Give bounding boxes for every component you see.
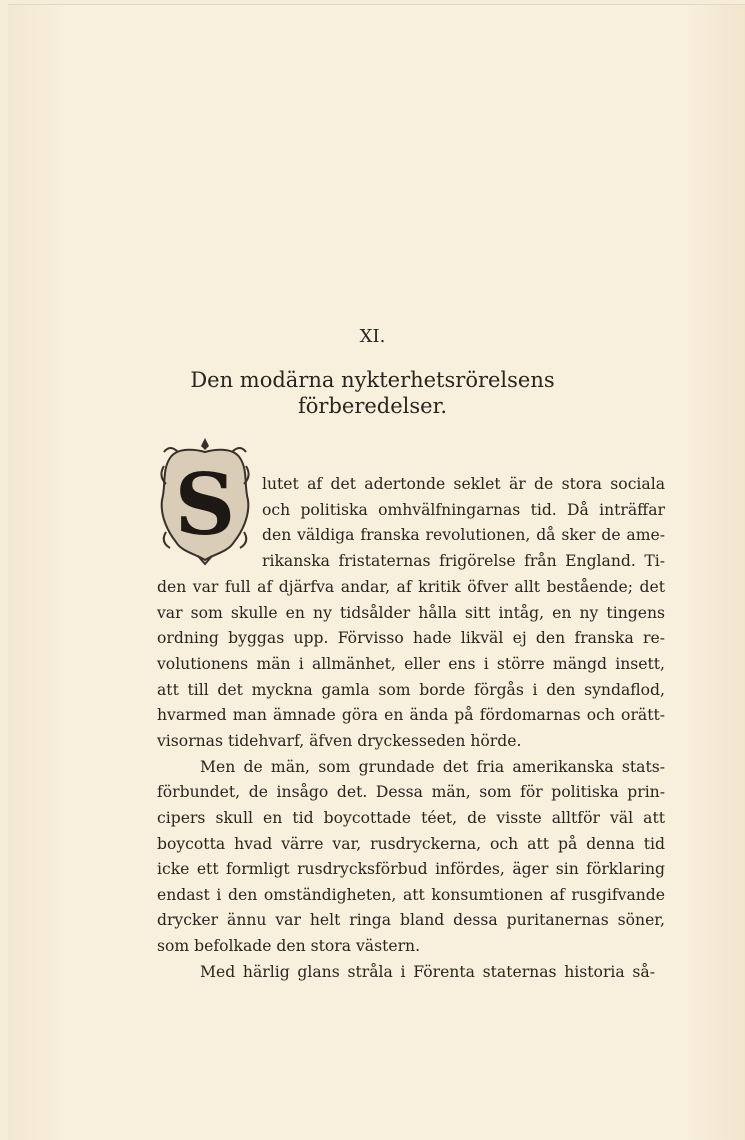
text-line: Med härlig glans stråla i Förenta staternas historia så- bbox=[200, 963, 655, 981]
text-line: hvarmed man ämnade göra en ända på fördomarnas och orätt- bbox=[157, 706, 665, 724]
text-line: volutionens män i allmänhet, eller ens i större mängd insett, bbox=[157, 655, 665, 673]
text-line: endast i den omständigheten, att konsumtionen af rusgifvande bbox=[157, 886, 665, 904]
text-line: rikanska fristaternas frigörelse från England. Ti- bbox=[262, 552, 665, 570]
text-line: förbundet, de insågo det. Dessa män, som för politiska prin- bbox=[157, 783, 665, 801]
text-line: ordning byggas upp. Förvisso hade likväl ej den franska re- bbox=[157, 629, 665, 647]
title-line: Den modärna nykterhetsrörelsens bbox=[190, 368, 555, 392]
text-line: visornas tidehvarf, äfven dryckesseden hörde. bbox=[157, 732, 522, 750]
text-line: och politiska omhvälfningarnas tid. Då inträffar bbox=[262, 501, 665, 519]
text-line: Men de män, som grundade det fria amerikanska stats- bbox=[200, 758, 665, 776]
chapter-number: XI. bbox=[359, 326, 386, 347]
text-line: icke ett formligt rusdrycksförbud infördes, äger sin förklaring bbox=[157, 860, 665, 878]
text-line: den väldiga franska revolutionen, då sker de ame- bbox=[262, 526, 665, 544]
title-line: förberedelser. bbox=[298, 394, 447, 418]
chapter-title bbox=[0, 367, 745, 419]
ornamental-drop-cap-s bbox=[158, 436, 252, 566]
text-line: att till det myckna gamla som borde förgås i den syndaflod, bbox=[157, 681, 665, 699]
text-line: som befolkade den stora västern. bbox=[157, 937, 421, 955]
drop-cap-letter: S bbox=[174, 455, 236, 554]
text-line: cipers skull en tid boycottade téet, de visste alltför väl att bbox=[157, 809, 665, 827]
text-line: drycker ännu var helt ringa bland dessa puritanernas söner, bbox=[157, 911, 665, 929]
text-line: den var full af djärfva andar, af kritik öfver allt bestående; det bbox=[157, 578, 665, 596]
text-line: var som skulle en ny tidsålder hålla sitt intåg, en ny tingens bbox=[157, 604, 665, 622]
text-line: boycotta hvad värre var, rusdryckerna, och att på denna tid bbox=[157, 835, 665, 853]
text-line: lutet af det adertonde seklet är de stora sociala bbox=[262, 475, 665, 493]
